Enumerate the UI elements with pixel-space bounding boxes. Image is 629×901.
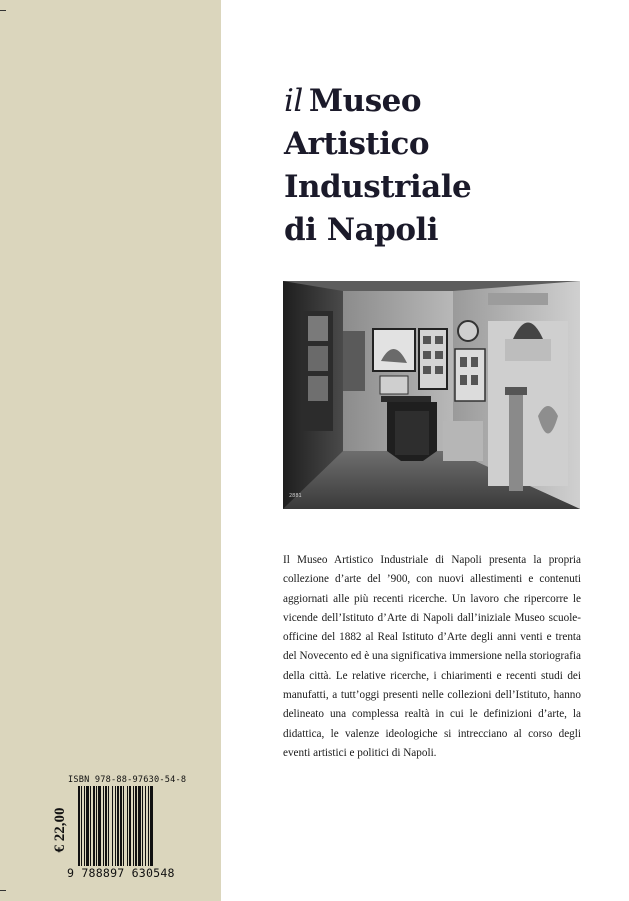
book-title xyxy=(284,80,584,252)
title-line-1: Museo xyxy=(308,83,422,119)
barcode-bar xyxy=(112,786,113,866)
barcode-bar xyxy=(127,786,128,866)
spine-panel xyxy=(0,0,221,901)
barcode-bar xyxy=(135,786,137,866)
crop-mark xyxy=(0,10,6,11)
description-text: Il Museo Artistico Industriale di Napoli presenta la propria collezione d’arte del ’900, con nuovi allestimenti e contenuti aggiornati alle più recenti ricerche. Un lavoro che ripercorre le vicende dell’Istituto d’Arte di Napoli dall’iniziale Museo scuole-officine del 1882 al Real Istituto d’Arte degli anni venti e trenta del Novecento ed è una significativa immersione nella storiografia della città. Le relative ricerche, i chiarimenti e recenti studi dei manufatti, a tutt’oggi presenti nelle collezioni dell’Istituto, hanno delineato una complessa realtà in cui le definizioni d’arte, la didattica, le valenze ideologiche si intrecciano al corso degli eventi artistici e politici di Napoli. xyxy=(283,554,581,759)
photo-caption-mark: 2881 xyxy=(289,493,302,499)
barcode-bar xyxy=(145,786,146,866)
barcode-bar xyxy=(138,786,141,866)
barcode-bar xyxy=(105,786,107,866)
barcode-bar xyxy=(120,786,122,866)
title-line-2: Artistico xyxy=(284,126,430,162)
barcode-bar xyxy=(108,786,109,866)
barcode-bar xyxy=(84,786,85,866)
barcode-bar xyxy=(133,786,134,866)
barcode-bar xyxy=(148,786,149,866)
title-line-4: di Napoli xyxy=(284,212,439,248)
price-label: € 22,00 xyxy=(52,807,68,853)
barcode-bar xyxy=(150,786,153,866)
isbn-label: ISBN 978-88-97630-54-8 xyxy=(68,775,187,785)
barcode-bar xyxy=(93,786,95,866)
title-line-3: Industriale xyxy=(284,169,472,205)
barcode xyxy=(78,786,166,866)
barcode-bar xyxy=(78,786,80,866)
museum-interior-illustration xyxy=(283,281,580,509)
barcode-bar xyxy=(86,786,89,866)
barcode-bar xyxy=(142,786,143,866)
barcode-bar xyxy=(81,786,82,866)
barcode-bar xyxy=(90,786,91,866)
barcode-bar xyxy=(103,786,104,866)
barcode-bar xyxy=(115,786,116,866)
barcode-bar xyxy=(117,786,119,866)
barcode-bar xyxy=(98,786,101,866)
barcode-digits: 9 788897 630548 xyxy=(67,866,175,880)
barcode-bar xyxy=(123,786,124,866)
museum-photo xyxy=(283,281,580,509)
barcode-bar xyxy=(129,786,131,866)
barcode-bar xyxy=(96,786,97,866)
title-prefix: il xyxy=(284,83,303,119)
crop-mark xyxy=(0,890,6,891)
